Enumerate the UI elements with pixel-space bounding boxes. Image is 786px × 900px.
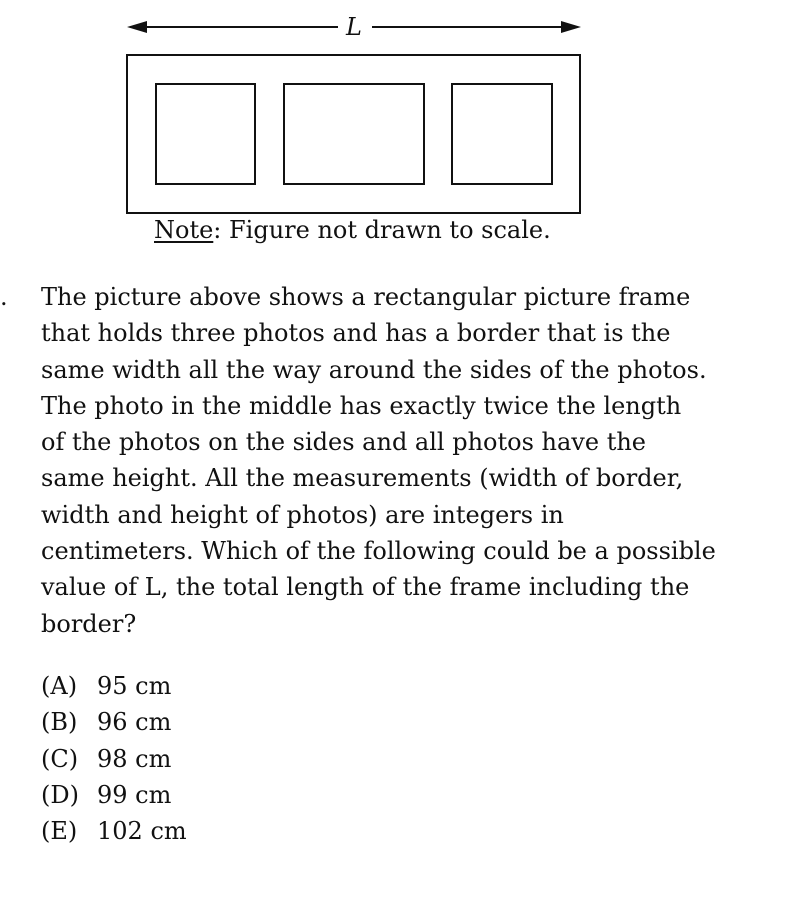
question-text: [41, 279, 781, 642]
answer-choices: [41, 668, 187, 849]
frame-figure: [0, 0, 786, 250]
choice-e[interactable]: [41, 813, 187, 849]
choice-text: 102 cm: [97, 817, 187, 846]
photo-left: [156, 84, 255, 184]
question-number: .: [0, 283, 8, 311]
photo-middle: [284, 84, 424, 184]
figure-note: [154, 214, 551, 246]
choice-c[interactable]: [41, 741, 187, 777]
choice-a[interactable]: [41, 668, 187, 704]
question-line: width and height of photos) are integers in: [41, 500, 564, 529]
outer-frame: [127, 55, 580, 213]
photo-right: [452, 84, 552, 184]
arrowhead-right-icon: [561, 21, 581, 33]
length-label: L: [346, 13, 362, 41]
choice-text: 98 cm: [97, 744, 172, 773]
question-line: same height. All the measurements (width of border,: [41, 464, 684, 493]
choice-b[interactable]: [41, 704, 187, 740]
arrowhead-left-icon: [127, 21, 147, 33]
question-line: that holds three photos and has a border that is the: [41, 319, 671, 348]
question-line: border?: [41, 609, 137, 638]
choice-text: 95 cm: [97, 672, 172, 700]
choice-letter: (C): [41, 744, 79, 773]
question-line: value of L, the total length of the frame including the: [41, 573, 690, 602]
question-line: The photo in the middle has exactly twice the length: [41, 391, 682, 420]
choice-text: 96 cm: [97, 708, 172, 737]
choice-d[interactable]: [41, 777, 187, 813]
question-line: same width all the way around the sides of the photos.: [41, 355, 707, 384]
note-label: Note: [154, 216, 214, 244]
choice-text: 99 cm: [97, 780, 172, 809]
choice-letter: (A): [41, 672, 78, 700]
question-line: of the photos on the sides and all photos have the: [41, 428, 646, 457]
choice-letter: (E): [41, 817, 78, 846]
note-text: : Figure not drawn to scale.: [213, 216, 551, 244]
choice-letter: (D): [41, 780, 79, 809]
question-line: centimeters. Which of the following could be a possible: [41, 537, 716, 566]
question-line: The picture above shows a rectangular picture frame: [41, 283, 691, 311]
choice-letter: (B): [41, 708, 78, 737]
